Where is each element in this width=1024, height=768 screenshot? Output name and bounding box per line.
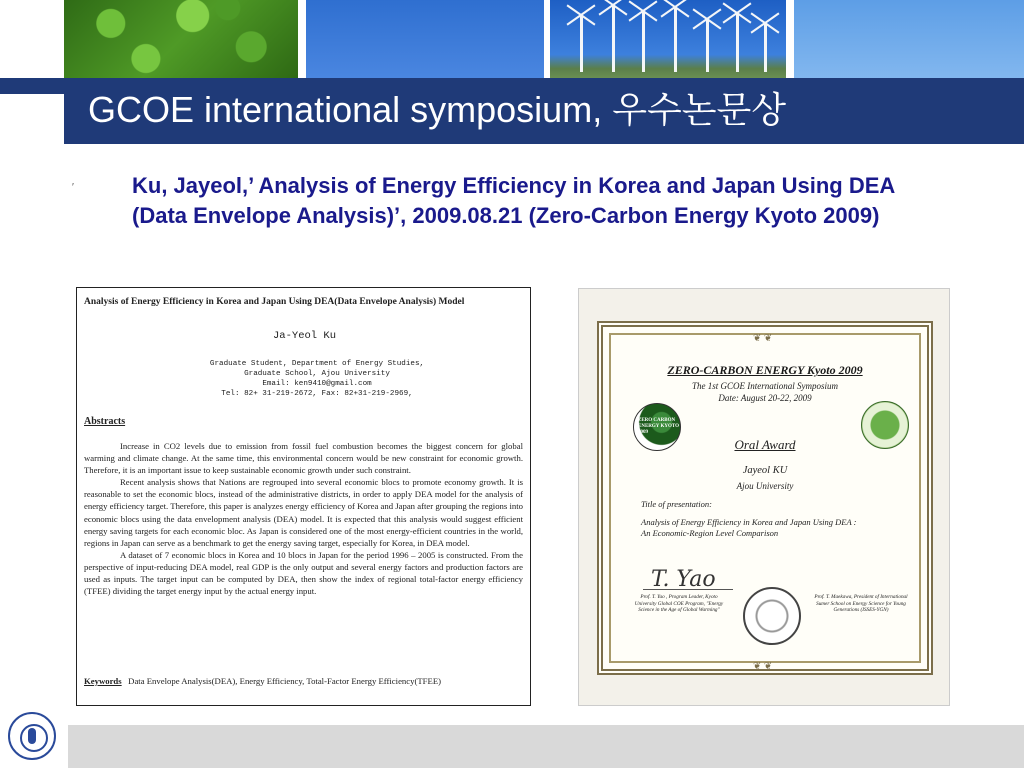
keywords-text: Data Envelope Analysis(DEA), Energy Efficiency, Total-Factor Energy Efficiency(TFEE)	[128, 676, 442, 686]
abstract-document	[76, 287, 531, 706]
wind-turbines-photo	[550, 0, 786, 78]
keywords-label: Keywords	[84, 676, 122, 686]
header-left-bar	[0, 0, 64, 94]
certificate-content	[603, 327, 927, 672]
paper-reference: Ku, Jayeol,’ Analysis of Energy Efficiency in Korea and Japan Using DEA (Data Envelope Analysis)’, 2009.08.21 (Zero-Carbon Energy Kyoto 2009)	[132, 173, 895, 228]
abstract-heading: Abstracts	[84, 416, 126, 427]
signatory-right: Prof. T. Maekawa, President of International Sumer School on Energy Science for Young Generations (ISSES-YGN)	[814, 594, 908, 613]
document-affiliation	[187, 359, 447, 399]
recipient-university: Ajou University	[736, 481, 794, 491]
turbine-icon	[706, 20, 709, 72]
signatory-left: Prof. T. Yao , Program Leader, Kyoto University Global COE Program, "Energy Science in the Age of Global Warming"	[634, 594, 724, 613]
presentation-label: Title of presentation:	[641, 499, 712, 509]
affiliation-line: Tel: 82+ 31-219-2672, Fax: 82+31-219-2969,	[221, 390, 413, 398]
turbine-icon	[674, 8, 677, 72]
abstract-paragraph: Recent analysis shows that Nations are regrouped into several economic blocs to promote economy growth. It is reasonable to set the economic blocs, instead of the administrative districts, in order to apply DEA model for the analysis of energy efficiency target. Therefore, this paper is analyzes energy efficiency of Korea and Japan after grouping the regions into economic blocs using the data envelopment analysis (DEA) model. It is expected that this analysis would suggest efficient energy saving targets for each economic bloc. As Japan is considered one of the most energy-efficient countries in the world, regions in Japan can serve as a benchmark to get the energy saving target, especially for Korea, in DEA model.	[84, 477, 523, 548]
turbine-icon	[612, 6, 615, 72]
certificate-frame	[597, 321, 933, 675]
affiliation-line: Graduate Student, Department of Energy Studies,	[209, 360, 425, 368]
document-author: Ja-Yeol Ku	[272, 330, 336, 342]
affiliation-line: Email: ken9410@gmail.com	[262, 380, 372, 388]
turbine-icon	[580, 16, 583, 72]
certificate-subtitle: The 1st GCOE International Symposium	[692, 381, 838, 391]
award-title: Oral Award	[734, 437, 796, 452]
abstract-body	[84, 440, 523, 597]
award-certificate	[578, 288, 950, 706]
header-navy-tab	[0, 78, 64, 94]
header-photo-strip	[0, 0, 1024, 78]
turbine-icon	[642, 12, 645, 72]
ornament-icon: ❦ ❦	[753, 333, 773, 344]
turbine-icon	[764, 24, 767, 72]
ornament-icon: ❦ ❦	[753, 661, 773, 672]
signature-line	[643, 589, 733, 590]
keywords	[84, 675, 523, 687]
abstract-paragraph: A dataset of 7 economic blocs in Korea and 10 blocs in Japan for the period 1996 – 2005 is constructed. From the perspective of input-reducing DEA model, real GDP is the only output and several energy factors and production factors are used as inputs. The target input can be computed by DEA, then show the index of regional total-factor energy efficiency (TFEE) dividing the target energy input by the actual energy input.	[84, 549, 523, 597]
turbine-icon	[736, 14, 739, 72]
recipient-name: Jayeol KU	[742, 465, 788, 476]
footer-bar	[68, 725, 1024, 768]
document-title: Analysis of Energy Efficiency in Korea and Japan Using DEA(Data Envelope Analysis) Model	[84, 297, 465, 307]
title-bar	[64, 78, 1024, 144]
signature: T. Yao	[651, 567, 716, 592]
university-seal-icon	[743, 587, 801, 645]
bullet-icon: ′	[72, 182, 74, 193]
blue-sky-panel	[306, 0, 544, 78]
sky-photo	[794, 0, 1024, 78]
affiliation-line: Graduate School, Ajou University	[244, 370, 390, 378]
slide-title: GCOE international symposium, 우수논문상	[88, 89, 787, 130]
logo-text: ZERO CARBON ENERGY KYOTO 2009	[638, 418, 679, 435]
presentation-title: Analysis of Energy Efficiency in Korea and Japan Using DEA : An Economic-Region Level Comparison	[641, 517, 857, 538]
leaves-photo	[64, 0, 298, 78]
certificate-event: ZERO-CARBON ENERGY Kyoto 2009	[667, 363, 863, 377]
abstract-paragraph: Increase in CO2 levels due to emission from fossil fuel combustion becomes the biggest concern for global warming and climate change. At the same time, this environmental concern would be new constraint for economic growth. Therefore, it is an important issue to keep sustainable economic growth under such constraint.	[84, 441, 523, 476]
certificate-date: Date: August 20-22, 2009	[718, 393, 812, 403]
ajou-university-emblem-icon	[8, 712, 56, 760]
